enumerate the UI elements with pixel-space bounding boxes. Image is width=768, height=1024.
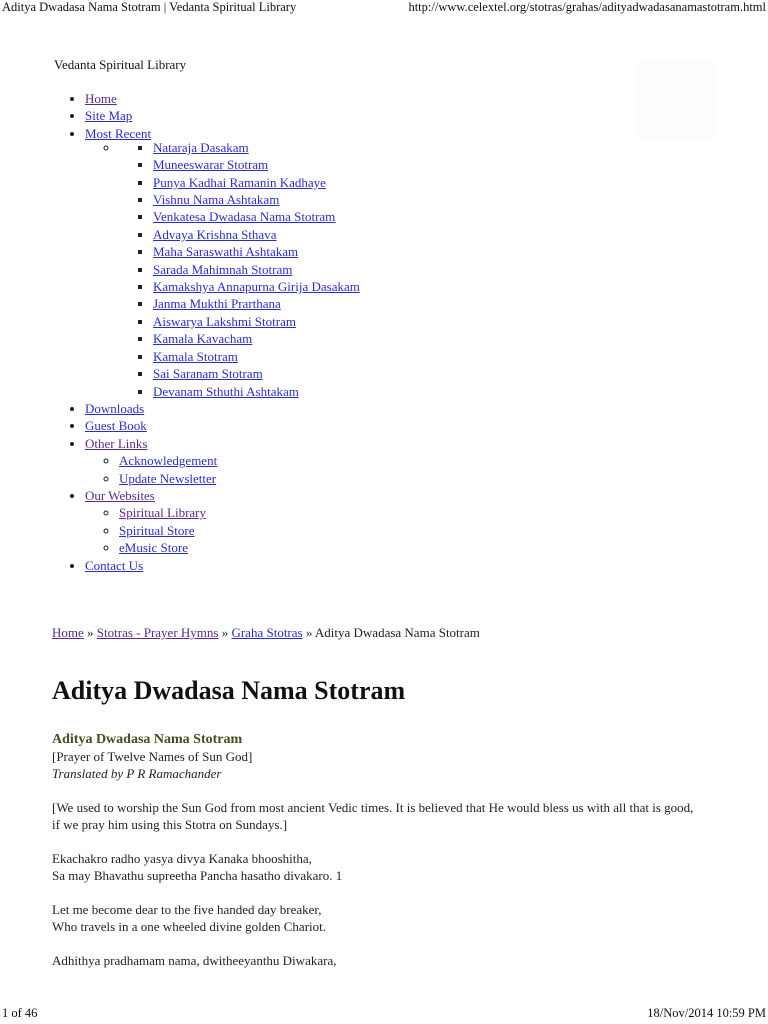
print-header	[0, 0, 768, 16]
nav-other-links-link[interactable]: Other Links	[85, 435, 148, 451]
recent-item-link[interactable]: Sai Saranam Stotram	[153, 366, 263, 382]
article-translator: Translated by P R Ramachander	[52, 766, 222, 781]
recent-item-link[interactable]: Janma Mukthi Prarthana	[153, 296, 281, 312]
nav-update-newsletter-link[interactable]: Update Newsletter	[119, 470, 217, 486]
main-navigation	[52, 90, 360, 574]
print-datetime: 18/Nov/2014 10:59 PM	[647, 1006, 766, 1020]
breadcrumb-home-link[interactable]: Home	[52, 625, 84, 640]
recent-item-link[interactable]: Muneeswarar Stotram	[153, 157, 269, 173]
breadcrumb-separator: »	[221, 625, 229, 640]
article-note: [Prayer of Twelve Names of Sun God]	[52, 749, 253, 764]
verse-line: Sa may Bhavathu supreetha Pancha hasatho divakaro. 1	[52, 868, 343, 883]
nav-most-recent-link[interactable]: Most Recent	[85, 125, 152, 141]
nav-downloads-link[interactable]: Downloads	[85, 400, 145, 416]
recent-item-link[interactable]: Punya Kadhai Ramanin Kadhaye	[153, 174, 326, 190]
recent-item-link[interactable]: Kamakshya Annapurna Girija Dasakam	[153, 279, 360, 295]
recent-list-container	[119, 139, 360, 400]
nav-spiritual-store-link[interactable]: Spiritual Store	[119, 522, 195, 538]
breadcrumb	[52, 625, 480, 641]
recent-item-link[interactable]: Maha Saraswathi Ashtakam	[153, 244, 299, 260]
breadcrumb-separator: »	[305, 625, 313, 640]
nav-contact-us-link[interactable]: Contact Us	[85, 557, 144, 573]
print-page-number: 1 of 46	[2, 1006, 38, 1020]
print-page-url: http://www.celextel.org/stotras/grahas/adityadwadasanamastotram.html	[408, 0, 766, 14]
print-page-title: Aditya Dwadasa Nama Stotram | Vedanta Spiritual Library	[2, 0, 297, 14]
print-footer	[0, 1006, 768, 1022]
breadcrumb-graha-link[interactable]: Graha Stotras	[231, 625, 303, 640]
nav-site-map-link[interactable]: Site Map	[85, 108, 133, 124]
nav-spiritual-library-link[interactable]: Spiritual Library	[119, 505, 207, 521]
breadcrumb-separator: »	[87, 625, 94, 640]
article-content	[52, 731, 702, 969]
nav-acknowledgement-link[interactable]: Acknowledgement	[119, 453, 218, 469]
nav-emusic-store-link[interactable]: eMusic Store	[119, 540, 188, 556]
site-logo	[636, 60, 716, 140]
recent-item-link[interactable]: Sarada Mahimnah Stotram	[153, 261, 293, 277]
page-title: Aditya Dwadasa Nama Stotram	[52, 676, 406, 705]
recent-item-link[interactable]: Devanam Sthuthi Ashtakam	[153, 383, 299, 399]
verse-line: Ekachakro radho yasya divya Kanaka bhooshitha,	[52, 851, 312, 866]
site-name: Vedanta Spiritual Library	[54, 57, 187, 72]
translation-line: Let me become dear to the five handed day breaker,	[52, 902, 322, 917]
article-intro: [We used to worship the Sun God from most ancient Vedic times. It is believed that He would bless us with all that is good, if we pray him using this Stotra on Sundays.]	[52, 800, 694, 832]
breadcrumb-stotras-link[interactable]: Stotras - Prayer Hymns	[96, 625, 219, 640]
recent-item-link[interactable]: Vishnu Nama Ashtakam	[153, 192, 280, 208]
breadcrumb-current: Aditya Dwadasa Nama Stotram	[314, 625, 480, 640]
recent-item-link[interactable]: Kamala Kavacham	[153, 331, 253, 347]
recent-item-link[interactable]: Nataraja Dasakam	[153, 139, 249, 155]
verse-line: Adhithya pradhamam nama, dwitheeyanthu Diwakara,	[52, 953, 337, 968]
nav-our-websites-link[interactable]: Our Websites	[85, 487, 155, 503]
nav-guest-book-link[interactable]: Guest Book	[85, 418, 147, 434]
recent-item-link[interactable]: Advaya Krishna Sthava	[153, 226, 277, 242]
recent-item-link[interactable]: Aiswarya Lakshmi Stotram	[153, 313, 296, 329]
recent-item-link[interactable]: Venkatesa Dwadasa Nama Stotram	[153, 209, 336, 225]
translation-line: Who travels in a one wheeled divine golden Chariot.	[52, 919, 327, 934]
recent-item-link[interactable]: Kamala Stotram	[153, 348, 238, 364]
nav-home-link[interactable]: Home	[85, 91, 117, 106]
article-subtitle: Aditya Dwadasa Nama Stotram	[52, 732, 243, 747]
